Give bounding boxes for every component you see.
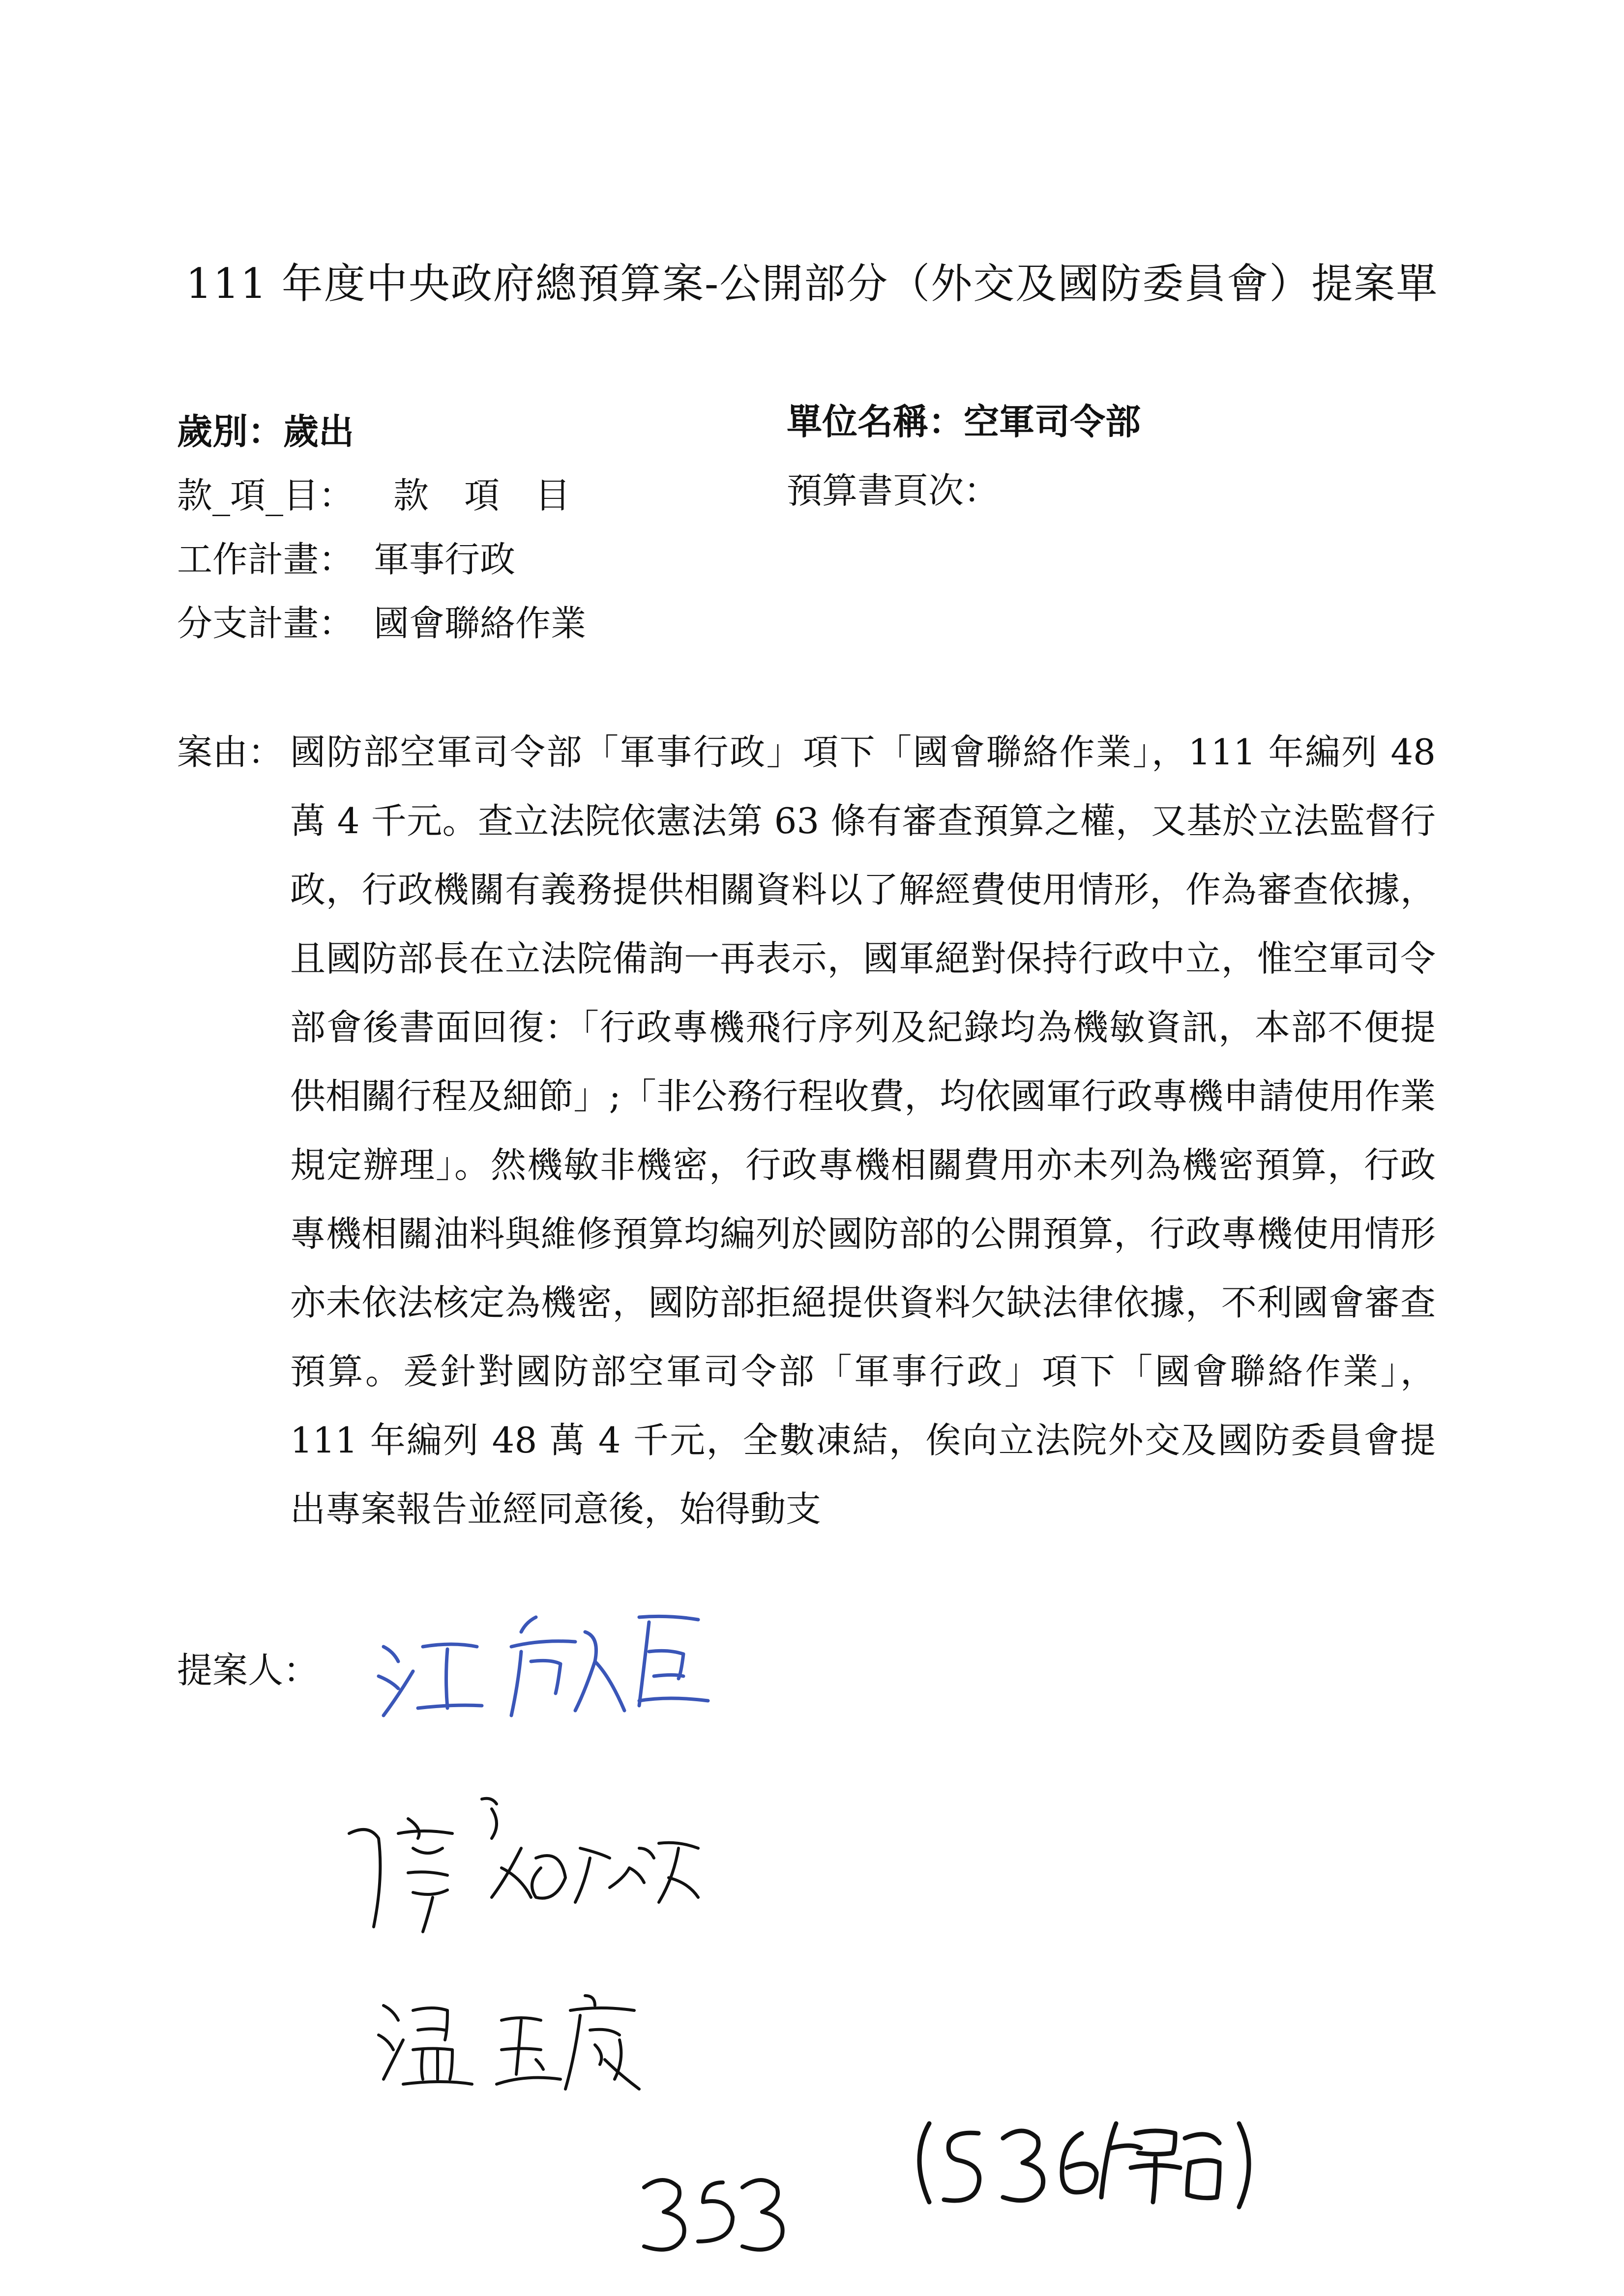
case-reason-label: 案由： bbox=[177, 731, 284, 773]
item-value: 款 項 目 bbox=[393, 475, 571, 516]
plan-label: 工作計畫： bbox=[177, 539, 354, 580]
signature-2-ink bbox=[334, 1789, 728, 1947]
signature-2 bbox=[334, 1789, 728, 1947]
subplan-label: 分支計畫： bbox=[177, 603, 354, 644]
category-field bbox=[177, 403, 354, 454]
item-label: 款_項_目： bbox=[177, 475, 354, 516]
proposer-label: 提案人： bbox=[177, 1650, 319, 1691]
category-label: 歲別： bbox=[177, 410, 284, 452]
unit-label: 單位名稱： bbox=[787, 401, 964, 442]
case-reason bbox=[177, 718, 1436, 1543]
signature-1 bbox=[374, 1602, 728, 1730]
page-field bbox=[787, 462, 999, 513]
unit-field bbox=[787, 393, 1141, 444]
handwritten-page-number bbox=[634, 2168, 792, 2258]
signature-3 bbox=[374, 1976, 688, 2114]
handwritten-note bbox=[905, 2114, 1259, 2214]
signature-1-ink bbox=[374, 1602, 728, 1730]
plan-value: 軍事行政 bbox=[374, 539, 516, 580]
page-title: 111 年度中央政府總預算案-公開部分（外交及國防委員會）提案單 bbox=[185, 260, 1439, 308]
subplan-field bbox=[177, 595, 586, 646]
page-number-ink bbox=[634, 2168, 792, 2256]
page-label: 預算書頁次： bbox=[787, 470, 1000, 511]
case-reason-text: 國防部空軍司令部「軍事行政」項下「國會聯絡作業」，111 年編列 48 萬 4 千元。查立法院依憲法第 63 條有審查預算之權，又基於立法監督行政，行政機關有義務提供相關資料以了解經費使用情形，作為審查依據，且國防部長在立法院備詢一再表示，國軍絕對保持行政中立，惟空軍司令部會後書面回復：「行政專機飛行序列及紀錄均為機敏資訊，本部不便提供相關行程及細節」;「非公務行程收費，均依國軍行政專機申請使用作業規定辦理」。然機敏非機密，行政專機相關費用亦未列為機密預算，行政專機相關油料與維修預算均編列於國防部的公開預算，行政專機使用情形亦未依法核定為機密，國防部拒絕提供資料欠缺法律依據，不利國會審查預算。爰針對國防部空軍司令部「軍事行政」項下「國會聯絡作業」，111 年編列 48 萬 4 千元，全數凍結，俟向立法院外交及國防委員會提出專案報告並經同意後，始得動支 bbox=[290, 731, 1436, 1530]
signature-3-ink bbox=[374, 1976, 688, 2114]
note-ink bbox=[905, 2114, 1259, 2212]
item-field bbox=[177, 467, 570, 518]
plan-field bbox=[177, 531, 515, 582]
category-value: 歲出 bbox=[283, 410, 354, 452]
unit-value: 空軍司令部 bbox=[964, 401, 1141, 442]
subplan-value: 國會聯絡作業 bbox=[374, 603, 587, 644]
